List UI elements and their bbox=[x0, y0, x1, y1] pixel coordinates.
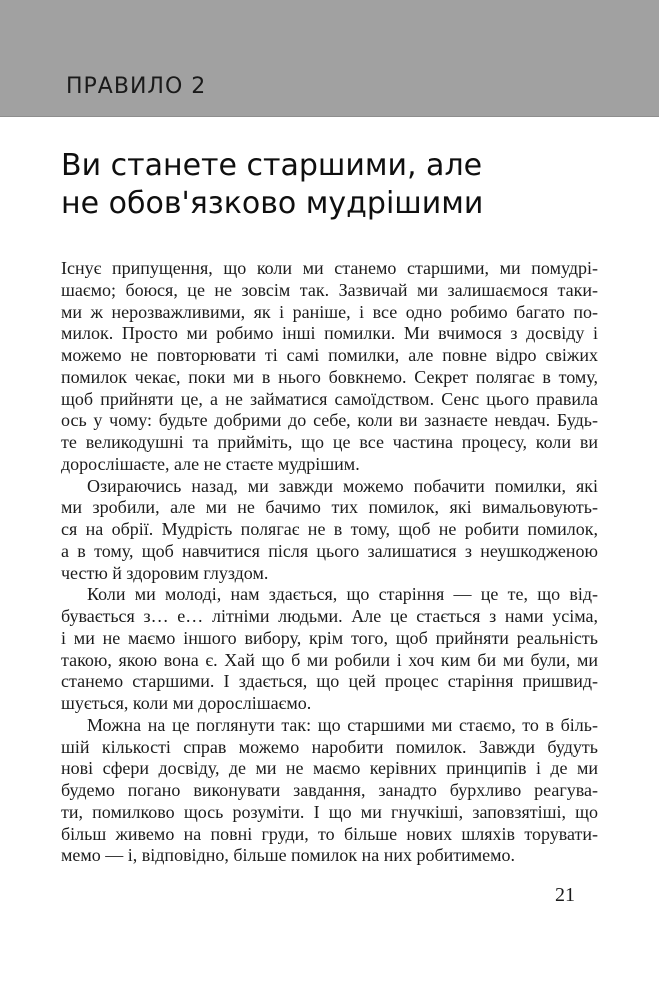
text-line: шується, коли ми дорослішаємо. bbox=[61, 693, 312, 713]
text-line: бувається з… е… літніми людьми. Але це стається з нами усіма, bbox=[61, 606, 598, 626]
text-line: станемо старшими. І здається, що цей процес старіння пришвид- bbox=[61, 671, 598, 692]
text-line: помилок чекає, поки ми в нього бовкнемо. Секрет полягає в тому, bbox=[61, 366, 598, 387]
text-line: нові сфери досвіду, де ми не маємо керівних принципів і де ми bbox=[61, 758, 598, 779]
page-number: 21 bbox=[555, 884, 575, 906]
text-line: такою, якою вона є. Хай що б ми робили і хоч ким би ми були, ми bbox=[61, 649, 598, 670]
paragraph bbox=[61, 258, 598, 476]
paragraph bbox=[61, 715, 598, 867]
chapter-header-band bbox=[0, 0, 659, 117]
text-line: ти, помилково щось розуміти. І що ми гнучкіші, заповзятіші, що bbox=[61, 801, 598, 822]
chapter-title-line-2: не обов'язково мудрішими bbox=[61, 186, 484, 221]
text-line: щоб прийняти це, а не займатися самоїдством. Сенс цього правила bbox=[61, 388, 598, 409]
text-line: будемо погано виконувати завдання, занадто бурхливо реагува- bbox=[61, 780, 598, 800]
text-line: честю й здоровим глуздом. bbox=[61, 562, 269, 583]
text-line: Коли ми молоді, нам здається, що старіння — це те, що від- bbox=[87, 584, 598, 605]
text-line: дорослішаєте, але не стаєте мудрішим. bbox=[61, 453, 360, 474]
text-line: шій кількості справ можемо наробити помилок. Завжди будуть bbox=[61, 736, 598, 757]
text-line: ось у чому: будьте добрими до себе, коли ви зазнаєте невдач. Будь- bbox=[61, 410, 598, 431]
text-line: можемо не повторювати ті самі помилки, але повне відро свіжих bbox=[61, 345, 598, 365]
text-line: Існує припущення, що коли ми станемо старшими, ми помудрі- bbox=[61, 258, 598, 278]
text-line: ми зробили, але ми не бачимо тих помилок, які вимальовують- bbox=[61, 497, 598, 518]
chapter-label: ПРАВИЛО 2 bbox=[66, 74, 207, 99]
text-line: а в тому, щоб навчитися після цього залишатися з неушкодженою bbox=[61, 540, 598, 561]
text-line: і ми не маємо іншого вибору, крім того, щоб прийняти реальність bbox=[61, 627, 598, 648]
text-line: більш живемо на повні груди, то більше нових шляхів торувати- bbox=[61, 823, 598, 844]
paragraph bbox=[61, 584, 598, 715]
text-line: мемо — і, відповідно, більше помилок на них робитимемо. bbox=[61, 845, 516, 866]
chapter-title bbox=[61, 147, 601, 223]
text-line: ся на обрії. Мудрість полягає не в тому, щоб не робити помилок, bbox=[61, 519, 598, 539]
text-line: те великодушні та прийміть, що це все частина процесу, коли ви bbox=[61, 432, 598, 452]
text-line: ми ж нерозважливими, як і раніше, і все одно робимо багато по- bbox=[61, 301, 598, 322]
body-text bbox=[61, 258, 598, 867]
text-line: Озираючись назад, ми завжди можемо побачити помилки, які bbox=[87, 475, 598, 496]
chapter-title-line-1: Ви станете старшими, але bbox=[61, 148, 483, 183]
text-line: шаємо; боюся, це не зовсім так. Зазвичай ми залишаємося таки- bbox=[61, 279, 598, 300]
text-line: Можна на це поглянути так: що старшими ми стаємо, то в біль- bbox=[87, 714, 598, 735]
paragraph bbox=[61, 476, 598, 585]
text-line: милок. Просто ми робимо інші помилки. Ми вчимося з досвіду і bbox=[61, 323, 598, 344]
